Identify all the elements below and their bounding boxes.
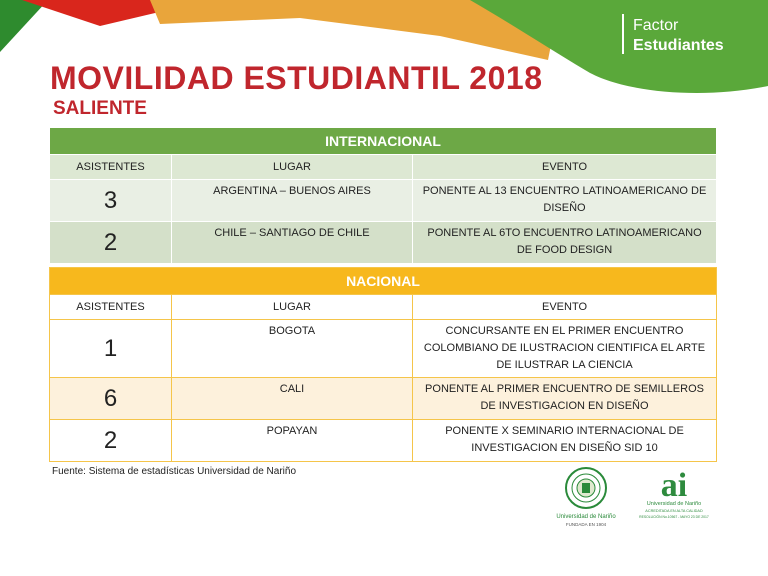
udenar-name: Universidad de Nariño <box>556 514 616 520</box>
col-header-evento: EVENTO <box>413 295 717 320</box>
table-header-row <box>50 155 717 180</box>
brand-line2: Estudiantes <box>633 37 724 54</box>
asistentes-cell: 1 <box>50 320 172 378</box>
table-row <box>50 378 717 420</box>
lugar-cell: CALI <box>172 378 413 420</box>
page-subtitle: SALIENTE <box>53 98 147 119</box>
lugar-cell: ARGENTINA – BUENOS AIRES <box>172 180 413 222</box>
col-header-asistentes: ASISTENTES <box>50 155 172 180</box>
evento-cell: PONENTE X SEMINARIO INTERNACIONAL DE INVESTIGACION EN DISEÑO SID 10 <box>413 420 717 462</box>
col-header-lugar: LUGAR <box>172 155 413 180</box>
evento-cell: CONCURSANTE EN EL PRIMER ENCUENTRO COLOMBIANO DE ILUSTRACION CIENTIFICA EL ARTE DE ILUSTRAR LA CIENCIA <box>413 320 717 378</box>
international-table <box>49 127 717 264</box>
asistentes-cell: 3 <box>50 180 172 222</box>
ai-letters: ai <box>660 467 688 504</box>
national-table <box>49 267 717 462</box>
table-row <box>50 420 717 462</box>
evento-cell: PONENTE AL 6TO ENCUENTRO LATINOAMERICANO DE FOOD DESIGN <box>413 222 717 264</box>
col-header-asistentes: ASISTENTES <box>50 295 172 320</box>
brand-logo <box>622 12 762 58</box>
ai-line1: ACREDITADA EN ALTA CALIDAD <box>645 509 703 513</box>
col-header-evento: EVENTO <box>413 155 717 180</box>
accreditation-logo <box>636 462 712 524</box>
asistentes-cell: 2 <box>50 222 172 264</box>
ai-name: Universidad de Nariño <box>646 501 702 507</box>
source-note: Fuente: Sistema de estadísticas Universidad de Nariño <box>52 466 297 477</box>
ai-line2: RESOLUCIÓN No.10567 - MAYO 23 DE 2017 <box>639 515 709 519</box>
international-section-header: INTERNACIONAL <box>50 128 717 155</box>
page-title: MOVILIDAD ESTUDIANTIL 2018 <box>50 60 543 96</box>
udenar-tagline: FUNDADA EN 1904 <box>565 522 607 527</box>
table-row <box>50 222 717 264</box>
table-row <box>50 320 717 378</box>
asistentes-cell: 2 <box>50 420 172 462</box>
brand-divider <box>622 14 624 54</box>
udenar-seal-logo <box>546 466 626 530</box>
asistentes-cell: 6 <box>50 378 172 420</box>
evento-cell: PONENTE AL 13 ENCUENTRO LATINOAMERICANO DE DISEÑO <box>413 180 717 222</box>
table-row <box>50 180 717 222</box>
table-header-row <box>50 295 717 320</box>
lugar-cell: BOGOTA <box>172 320 413 378</box>
col-header-lugar: LUGAR <box>172 295 413 320</box>
brand-line1: Factor <box>633 17 679 34</box>
lugar-cell: CHILE – SANTIAGO DE CHILE <box>172 222 413 264</box>
evento-cell: PONENTE AL PRIMER ENCUENTRO DE SEMILLEROS DE INVESTIGACION EN DISEÑO <box>413 378 717 420</box>
lugar-cell: POPAYAN <box>172 420 413 462</box>
national-section-header: NACIONAL <box>50 268 717 295</box>
